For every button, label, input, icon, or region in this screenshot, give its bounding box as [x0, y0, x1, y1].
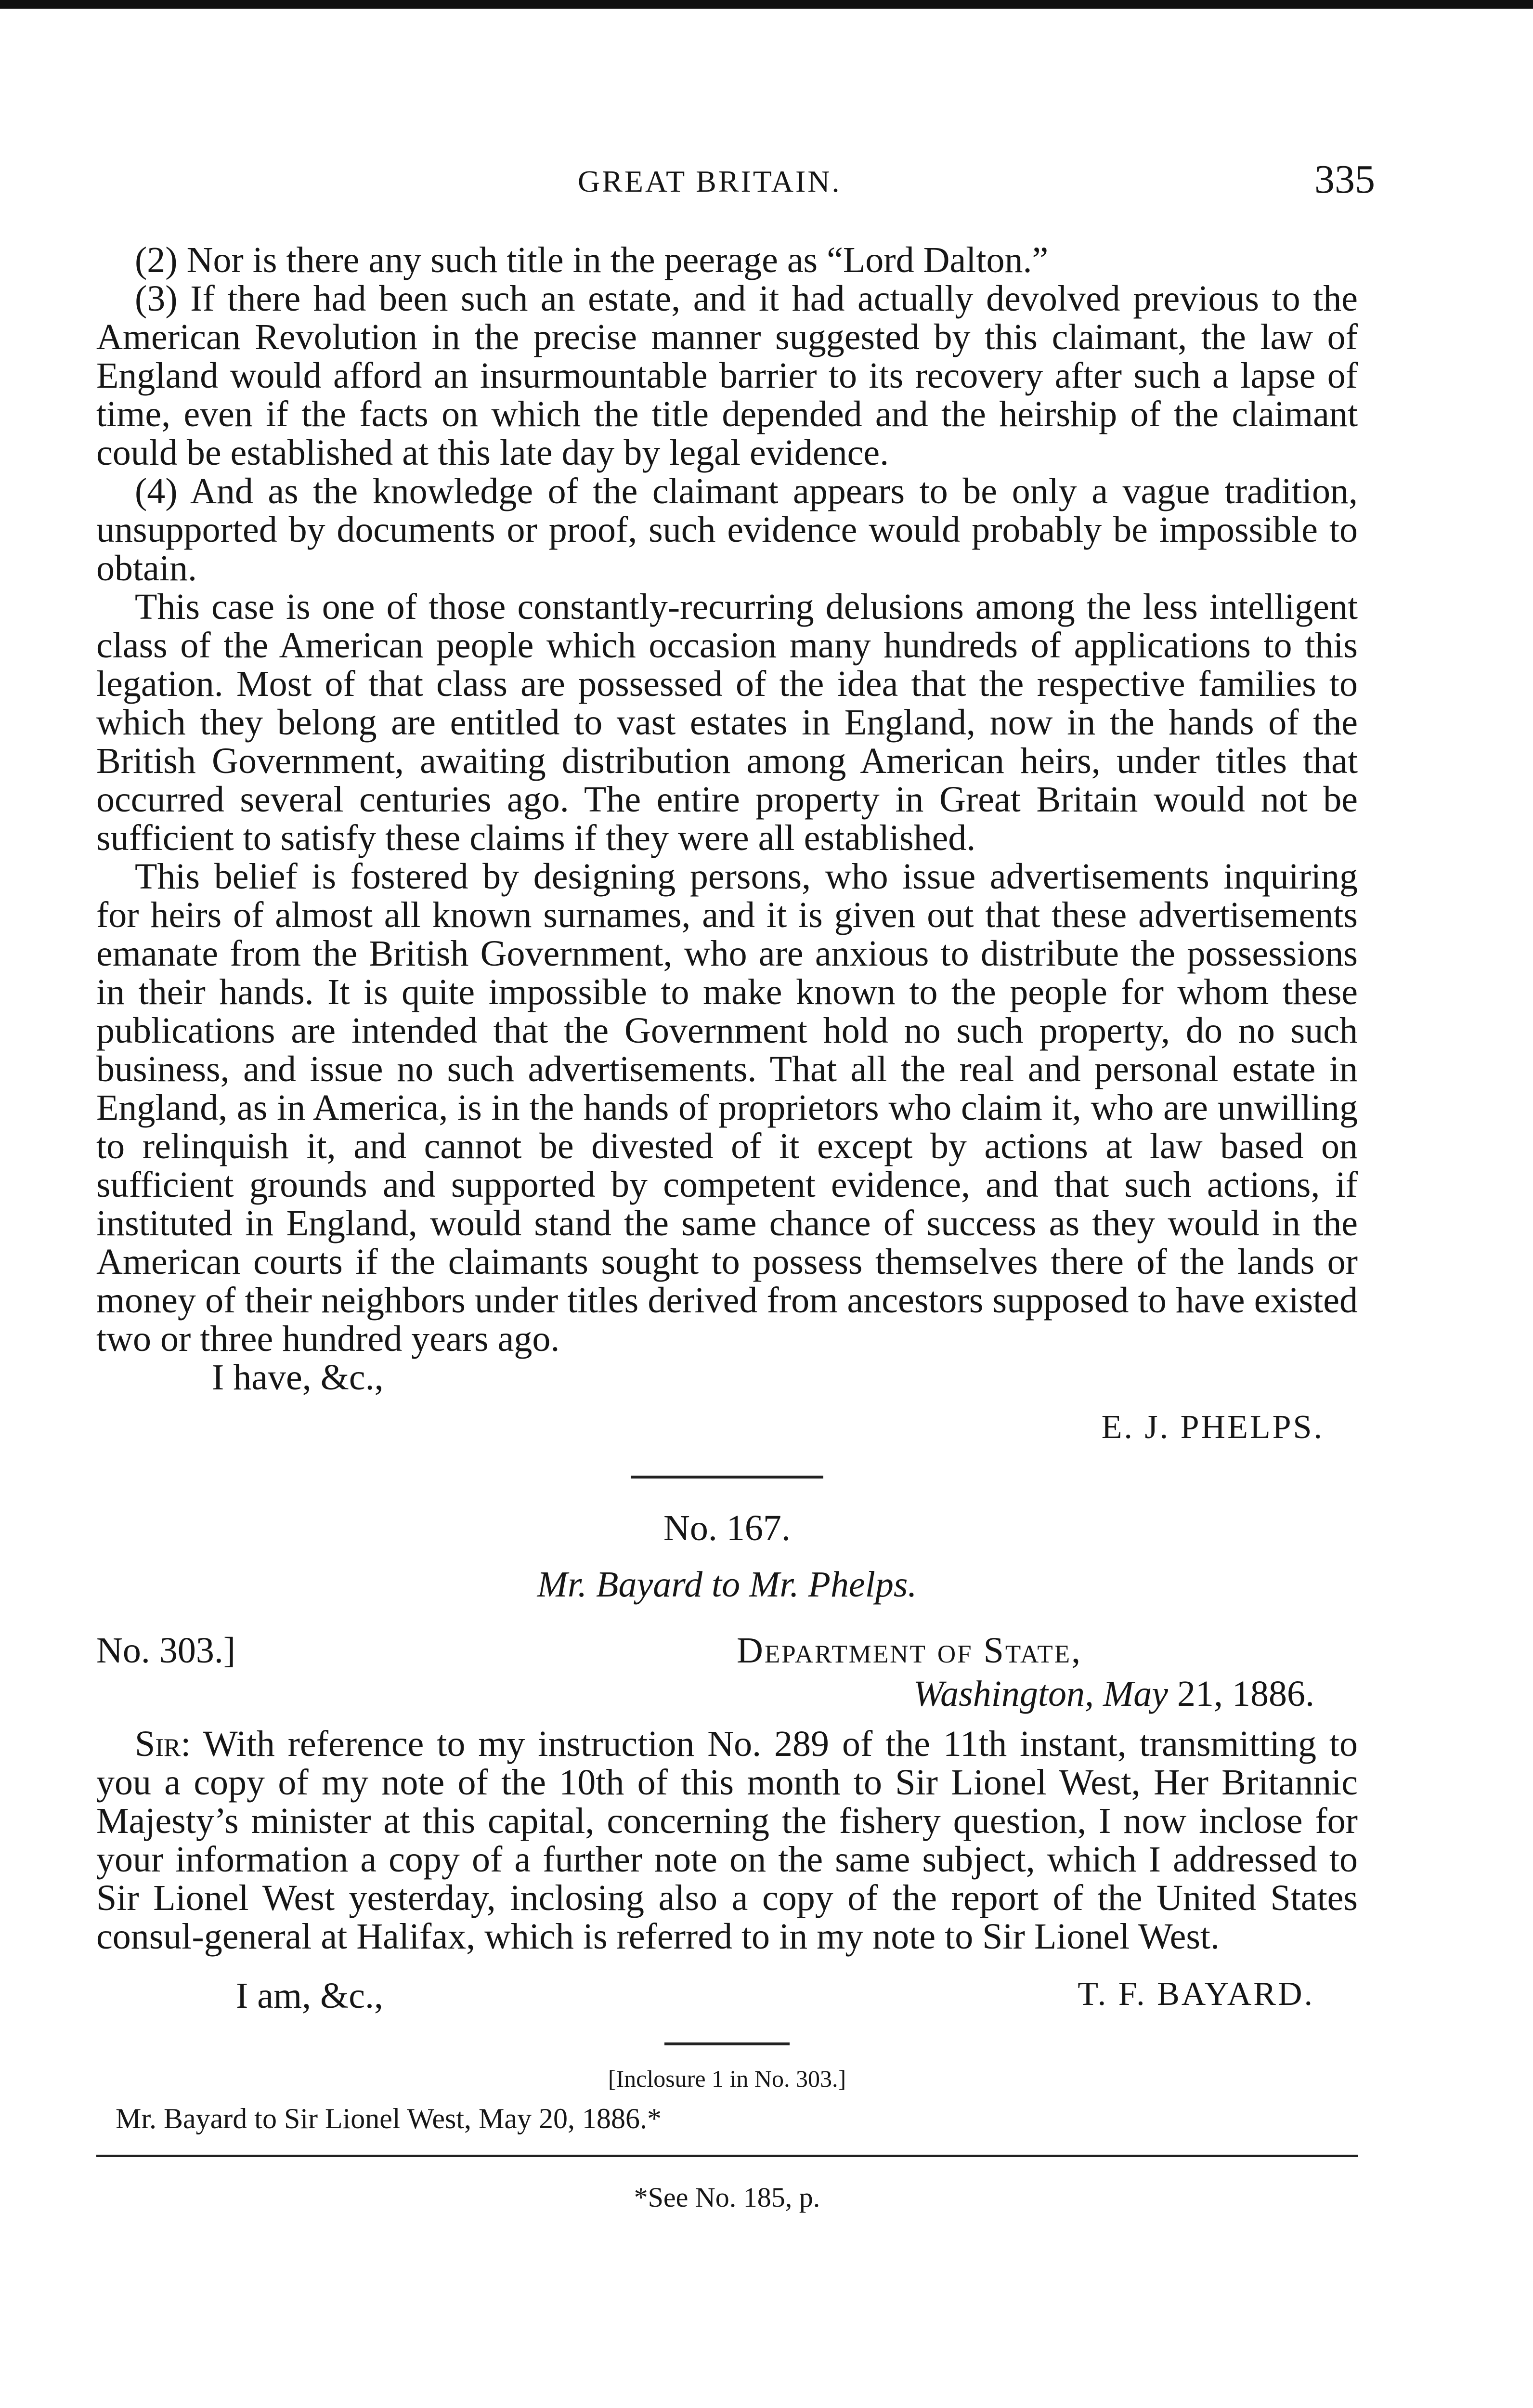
- section-divider: [631, 1476, 823, 1479]
- paragraph: (2) Nor is there any such title in the peerage as “Lord Dalton.”: [135, 240, 1049, 280]
- date: 21, 1886.: [1177, 1674, 1314, 1714]
- footnote-rule: [96, 2155, 1358, 2157]
- paragraph: (4) And as the knowledge of the claimant appears to be only a vague tradition, unsupported by documents or proof, such evidence would probably be impossible to obtain.: [96, 471, 1358, 589]
- paragraph: (3) If there had been such an estate, and it had actually devolved previous to the American Revolution in the precise manner suggested by this claimant, the law of England would afford an insurmountable barrier to its recovery after such a lapse of time, even if the facts on which the title depended and the heirship of the claimant could be established at this late day by legal evidence.: [96, 278, 1358, 473]
- running-head: [0, 159, 1533, 202]
- enclosure-title: Mr. Bayard to Sir Lionel West, May 20, 1886.*: [116, 2103, 662, 2134]
- paragraph: This case is one of those constantly-recurring delusions among the less intelligent class of the American people which occasion many hundreds of applications to this legation. Most of that class are possessed of the idea that the respective families to which they belong are entitled to vast estates in England, now in the hands of the British Government, awaiting distribution among American heirs, under titles that occurred several centuries ago. The entire property in Great Britain would not be sufficient to satisfy these claims if they were all established.: [96, 587, 1358, 858]
- department-name: Department of State,: [737, 1630, 1082, 1671]
- letter-closing: I am, &c.,: [236, 1976, 384, 2016]
- footnote: *See No. 185, p.: [634, 2182, 820, 2213]
- letter-body: [96, 1725, 1358, 1956]
- section-divider: [664, 2042, 790, 2045]
- document-number: No. 167.: [663, 1508, 791, 1548]
- dateline: [96, 1630, 1358, 1673]
- letter-body-text: : With reference to my instruction No. 289 of the 11th instant, transmitting to you a copy of my note of the 10th of this month to Sir Lionel West, Her Britannic Majesty’s minister at this capital, concerning the fishery question, I now inclose for your information a copy of a further note on the same subject, which I addressed to Sir Lionel West yesterday, inclosing also a copy of the report of the United States consul-general at Halifax, which is referred to in my note to Sir Lionel West.: [96, 1724, 1358, 1957]
- running-head-title: GREAT BRITAIN.: [578, 164, 842, 198]
- place: Washington, May: [913, 1674, 1168, 1714]
- place-date: [96, 1673, 1358, 1715]
- body-text: [96, 241, 1358, 2213]
- enclosure-label: [Inclosure 1 in No. 303.]: [608, 2065, 846, 2092]
- paragraph: This belief is fostered by designing persons, who issue advertisements inquiring for heirs of almost all known surnames, and it is given out that these advertisements emanate from the British Government, who are anxious to distribute the possessions in their hands. It is quite impossible to make known to the people for whom these publications are intended that the Government hold no such property, do no such business, and issue no such advertisements. That all the real and personal estate in England, as in America, is in the hands of proprietors who claim it, who are unwilling to relinquish it, and cannot be divested of it except by actions at law based on sufficient grounds and supported by competent evidence, and that such actions, if instituted in England, would stand the same chance of success as they would in the American courts if the claimants sought to possess themselves there of the lands or money of their neighbors under titles derived from ancestors supposed to have existed two or three hundred years ago.: [96, 856, 1358, 1359]
- page-number: 335: [1314, 157, 1375, 202]
- instruction-number: No. 303.]: [96, 1630, 236, 1671]
- correspondents-line: Mr. Bayard to Mr. Phelps.: [537, 1564, 917, 1605]
- signature-bayard: T. F. BAYARD.: [1078, 1976, 1314, 2013]
- letter-closing: I have, &c.,: [212, 1357, 384, 1398]
- signature-phelps: E. J. PHELPS.: [1101, 1409, 1324, 1446]
- closing-row: [96, 1975, 1358, 2023]
- salutation: Sir: [135, 1724, 181, 1764]
- top-border: [0, 0, 1533, 9]
